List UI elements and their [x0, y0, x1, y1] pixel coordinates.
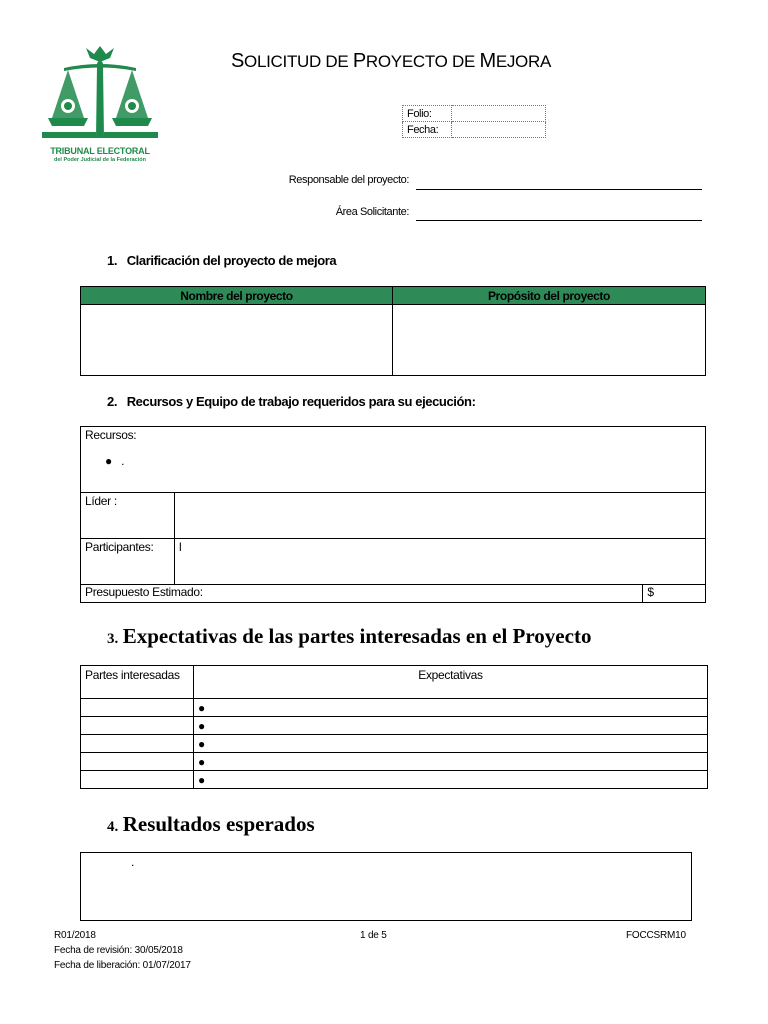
col-proposito-proyecto: Propósito del proyecto: [393, 287, 706, 305]
parte-cell[interactable]: [81, 699, 194, 717]
col-expectativas: Expectativas: [194, 666, 708, 699]
bullet-icon: ●: [198, 772, 205, 787]
section1-number: 1.: [107, 253, 118, 268]
title-cap-3: M: [479, 50, 496, 72]
responsable-label: Responsable del proyecto:: [288, 174, 409, 186]
section1-title: Clarificación del proyecto de mejora: [126, 253, 337, 268]
logo-caption-line1: TRIBUNAL ELECTORAL: [50, 146, 150, 156]
logo-caption-line2: del Poder Judicial de la Federación: [53, 157, 146, 163]
table-row: [81, 735, 708, 753]
title-cap-1: S: [231, 50, 245, 72]
section4-title: Resultados esperados: [122, 812, 315, 836]
document-title: [231, 50, 551, 73]
participantes-label: Participantes:: [81, 539, 175, 585]
recursos-label: Recursos:: [85, 428, 137, 442]
bullet-icon: ●: [198, 718, 205, 733]
table-row: [81, 717, 708, 735]
folio-box: [402, 105, 546, 138]
proposito-proyecto-cell[interactable]: [393, 305, 706, 376]
bullet-icon: ●: [198, 736, 205, 751]
lider-label: Líder :: [81, 493, 175, 539]
bullet-icon: ●: [198, 700, 205, 715]
section4-heading: [107, 812, 315, 837]
section3-heading: [107, 624, 591, 649]
parte-cell[interactable]: [81, 771, 194, 789]
col-nombre-proyecto: Nombre del proyecto: [81, 287, 393, 305]
title-part-3: EJORA: [495, 52, 551, 71]
section2-title: Recursos y Equipo de trabajo requeridos para su ejecución:: [126, 394, 476, 409]
footer-liberacion: Fecha de liberación: 01/07/2017: [54, 960, 191, 971]
tribunal-electoral-logo: [34, 40, 204, 164]
participantes-field[interactable]: l: [175, 539, 706, 585]
area-solicitante-field[interactable]: [416, 219, 702, 221]
section3-title: Expectativas de las partes interesadas en el Proyecto: [122, 624, 592, 648]
section4-number: 4.: [107, 819, 119, 835]
expectativa-cell[interactable]: [194, 699, 708, 717]
area-solicitante-label: Área Solicitante:: [335, 206, 409, 218]
title-cap-2: P: [352, 50, 366, 72]
form-id: FOCCSRM10: [626, 930, 686, 941]
resultados-esperados-box[interactable]: [80, 852, 692, 921]
parte-cell[interactable]: [81, 717, 194, 735]
parte-cell[interactable]: [81, 735, 194, 753]
expectativa-cell[interactable]: [194, 753, 708, 771]
footer-revision: Fecha de revisión: 30/05/2018: [54, 945, 183, 956]
project-table: [80, 286, 706, 376]
expectativa-cell[interactable]: [194, 771, 708, 789]
table-row: [81, 771, 708, 789]
table-row: [81, 699, 708, 717]
responsable-field[interactable]: [416, 188, 702, 190]
resources-table: [80, 426, 706, 603]
expectativa-cell[interactable]: [194, 717, 708, 735]
recursos-bullet: [85, 454, 701, 468]
folio-field[interactable]: [452, 106, 546, 122]
fecha-field[interactable]: [452, 122, 546, 138]
folio-label: Folio:: [403, 106, 452, 122]
presupuesto-field[interactable]: $: [643, 585, 706, 603]
title-part-1: OLICITUD DE: [244, 52, 353, 71]
title-part-2: ROYECTO DE: [365, 52, 480, 71]
recursos-bullet-text: .: [121, 454, 125, 468]
table-row: [81, 753, 708, 771]
stakeholders-table: [80, 665, 708, 789]
parte-cell[interactable]: [81, 753, 194, 771]
col-partes-interesadas: Partes interesadas: [81, 666, 194, 699]
section1-heading: [107, 253, 336, 268]
section2-heading: [107, 394, 476, 409]
recursos-cell[interactable]: [81, 427, 706, 493]
scales-of-justice-icon: [34, 40, 166, 144]
bullet-icon: ●: [198, 754, 205, 769]
lider-field[interactable]: [175, 493, 706, 539]
footer-code: R01/2018: [54, 930, 96, 941]
section2-number: 2.: [107, 394, 118, 409]
section3-number: 3.: [107, 631, 119, 647]
resultados-text: .: [131, 855, 135, 869]
expectativa-cell[interactable]: [194, 735, 708, 753]
bullet-icon: ●: [105, 454, 112, 468]
page-number: 1 de 5: [360, 930, 387, 941]
presupuesto-label: Presupuesto Estimado:: [81, 585, 643, 603]
nombre-proyecto-cell[interactable]: [81, 305, 393, 376]
fecha-label: Fecha:: [403, 122, 452, 138]
